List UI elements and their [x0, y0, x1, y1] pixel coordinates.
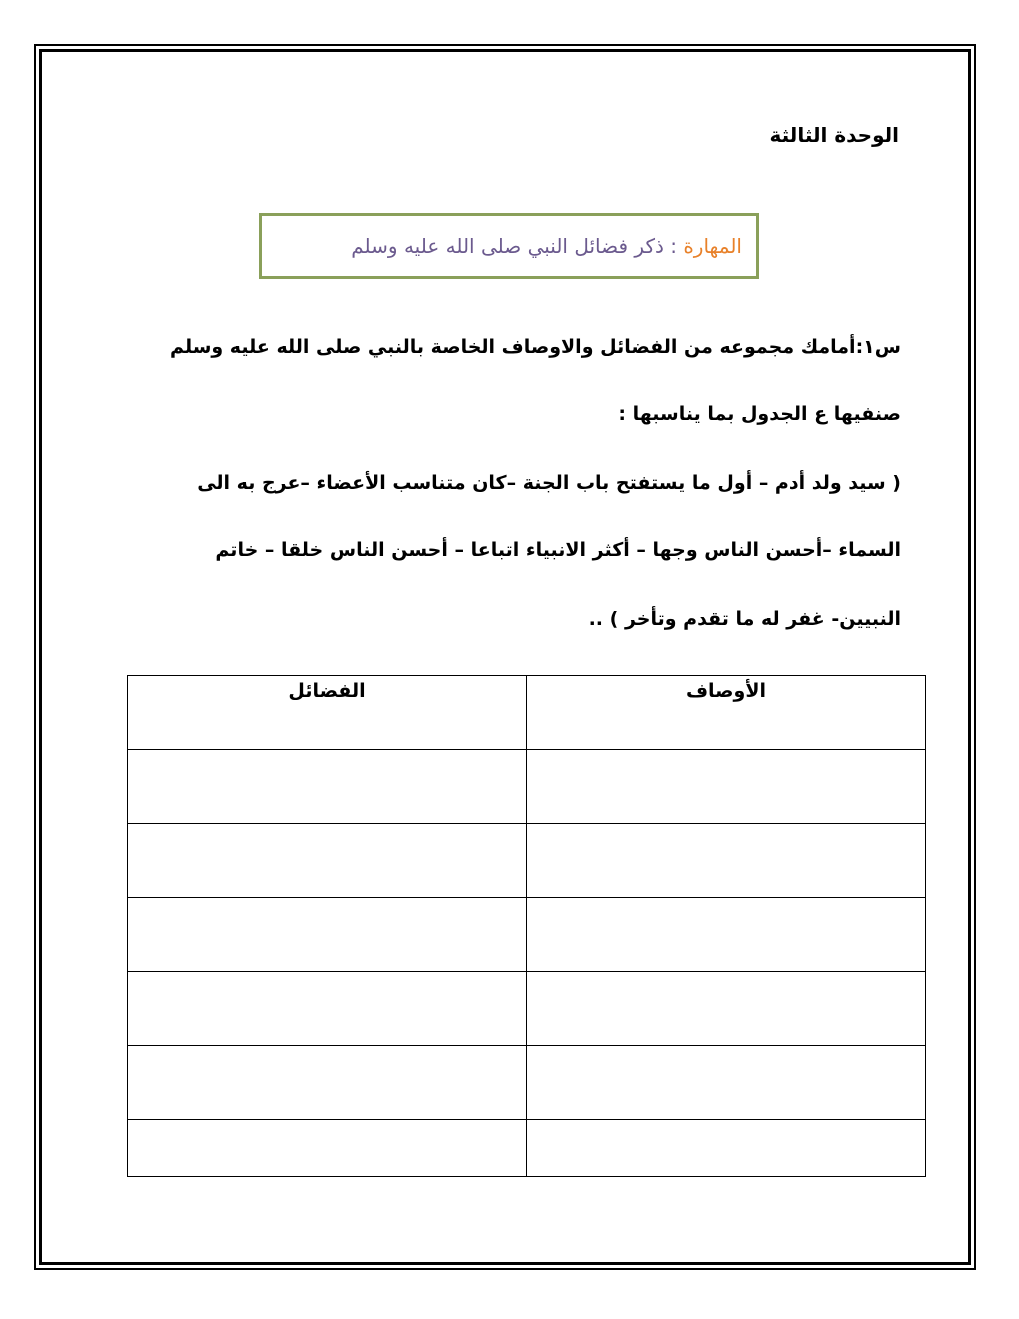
table-row — [128, 1046, 926, 1120]
answer-cell[interactable] — [527, 972, 926, 1046]
skill-separator: : — [663, 234, 684, 258]
answer-table — [127, 675, 926, 1177]
answer-cell[interactable] — [527, 898, 926, 972]
skill-label: المهارة — [683, 234, 742, 258]
question-line: النبيين- غفر له ما تقدم وتأخر ) .. — [588, 608, 901, 630]
table-header-row — [128, 676, 926, 750]
answer-cell[interactable] — [128, 898, 527, 972]
answer-cell[interactable] — [128, 1046, 527, 1120]
unit-title: الوحدة الثالثة — [769, 123, 899, 147]
answer-cell[interactable] — [527, 1120, 926, 1177]
question-line: صنفيها ع الجدول بما يناسبها : — [618, 403, 901, 425]
answer-cell[interactable] — [527, 750, 926, 824]
table-row — [128, 824, 926, 898]
column-header-descriptions: الأوصاف — [527, 676, 926, 750]
table-row — [128, 972, 926, 1046]
answer-cell[interactable] — [527, 824, 926, 898]
table-row — [128, 898, 926, 972]
table-row — [128, 1120, 926, 1177]
answer-cell[interactable] — [128, 972, 527, 1046]
question-line: السماء –أحسن الناس وجها – أكثر الانبياء اتباعا – أحسن الناس خلقا – خاتم — [215, 539, 901, 561]
answer-cell[interactable] — [128, 1120, 527, 1177]
column-header-virtues: الفضائل — [128, 676, 527, 750]
question-line: س١:أمامك مجموعه من الفضائل والاوصاف الخاصة بالنبي صلى الله عليه وسلم — [170, 336, 901, 358]
skill-text: ذكر فضائل النبي صلى الله عليه وسلم — [351, 234, 664, 258]
answer-cell[interactable] — [527, 1046, 926, 1120]
table-row — [128, 750, 926, 824]
question-line: ( سيد ولد أدم – أول ما يستفتح باب الجنة –كان متناسب الأعضاء –عرج به الى — [197, 472, 901, 494]
answer-cell[interactable] — [128, 750, 527, 824]
skill-box — [259, 213, 759, 279]
answer-cell[interactable] — [128, 824, 527, 898]
